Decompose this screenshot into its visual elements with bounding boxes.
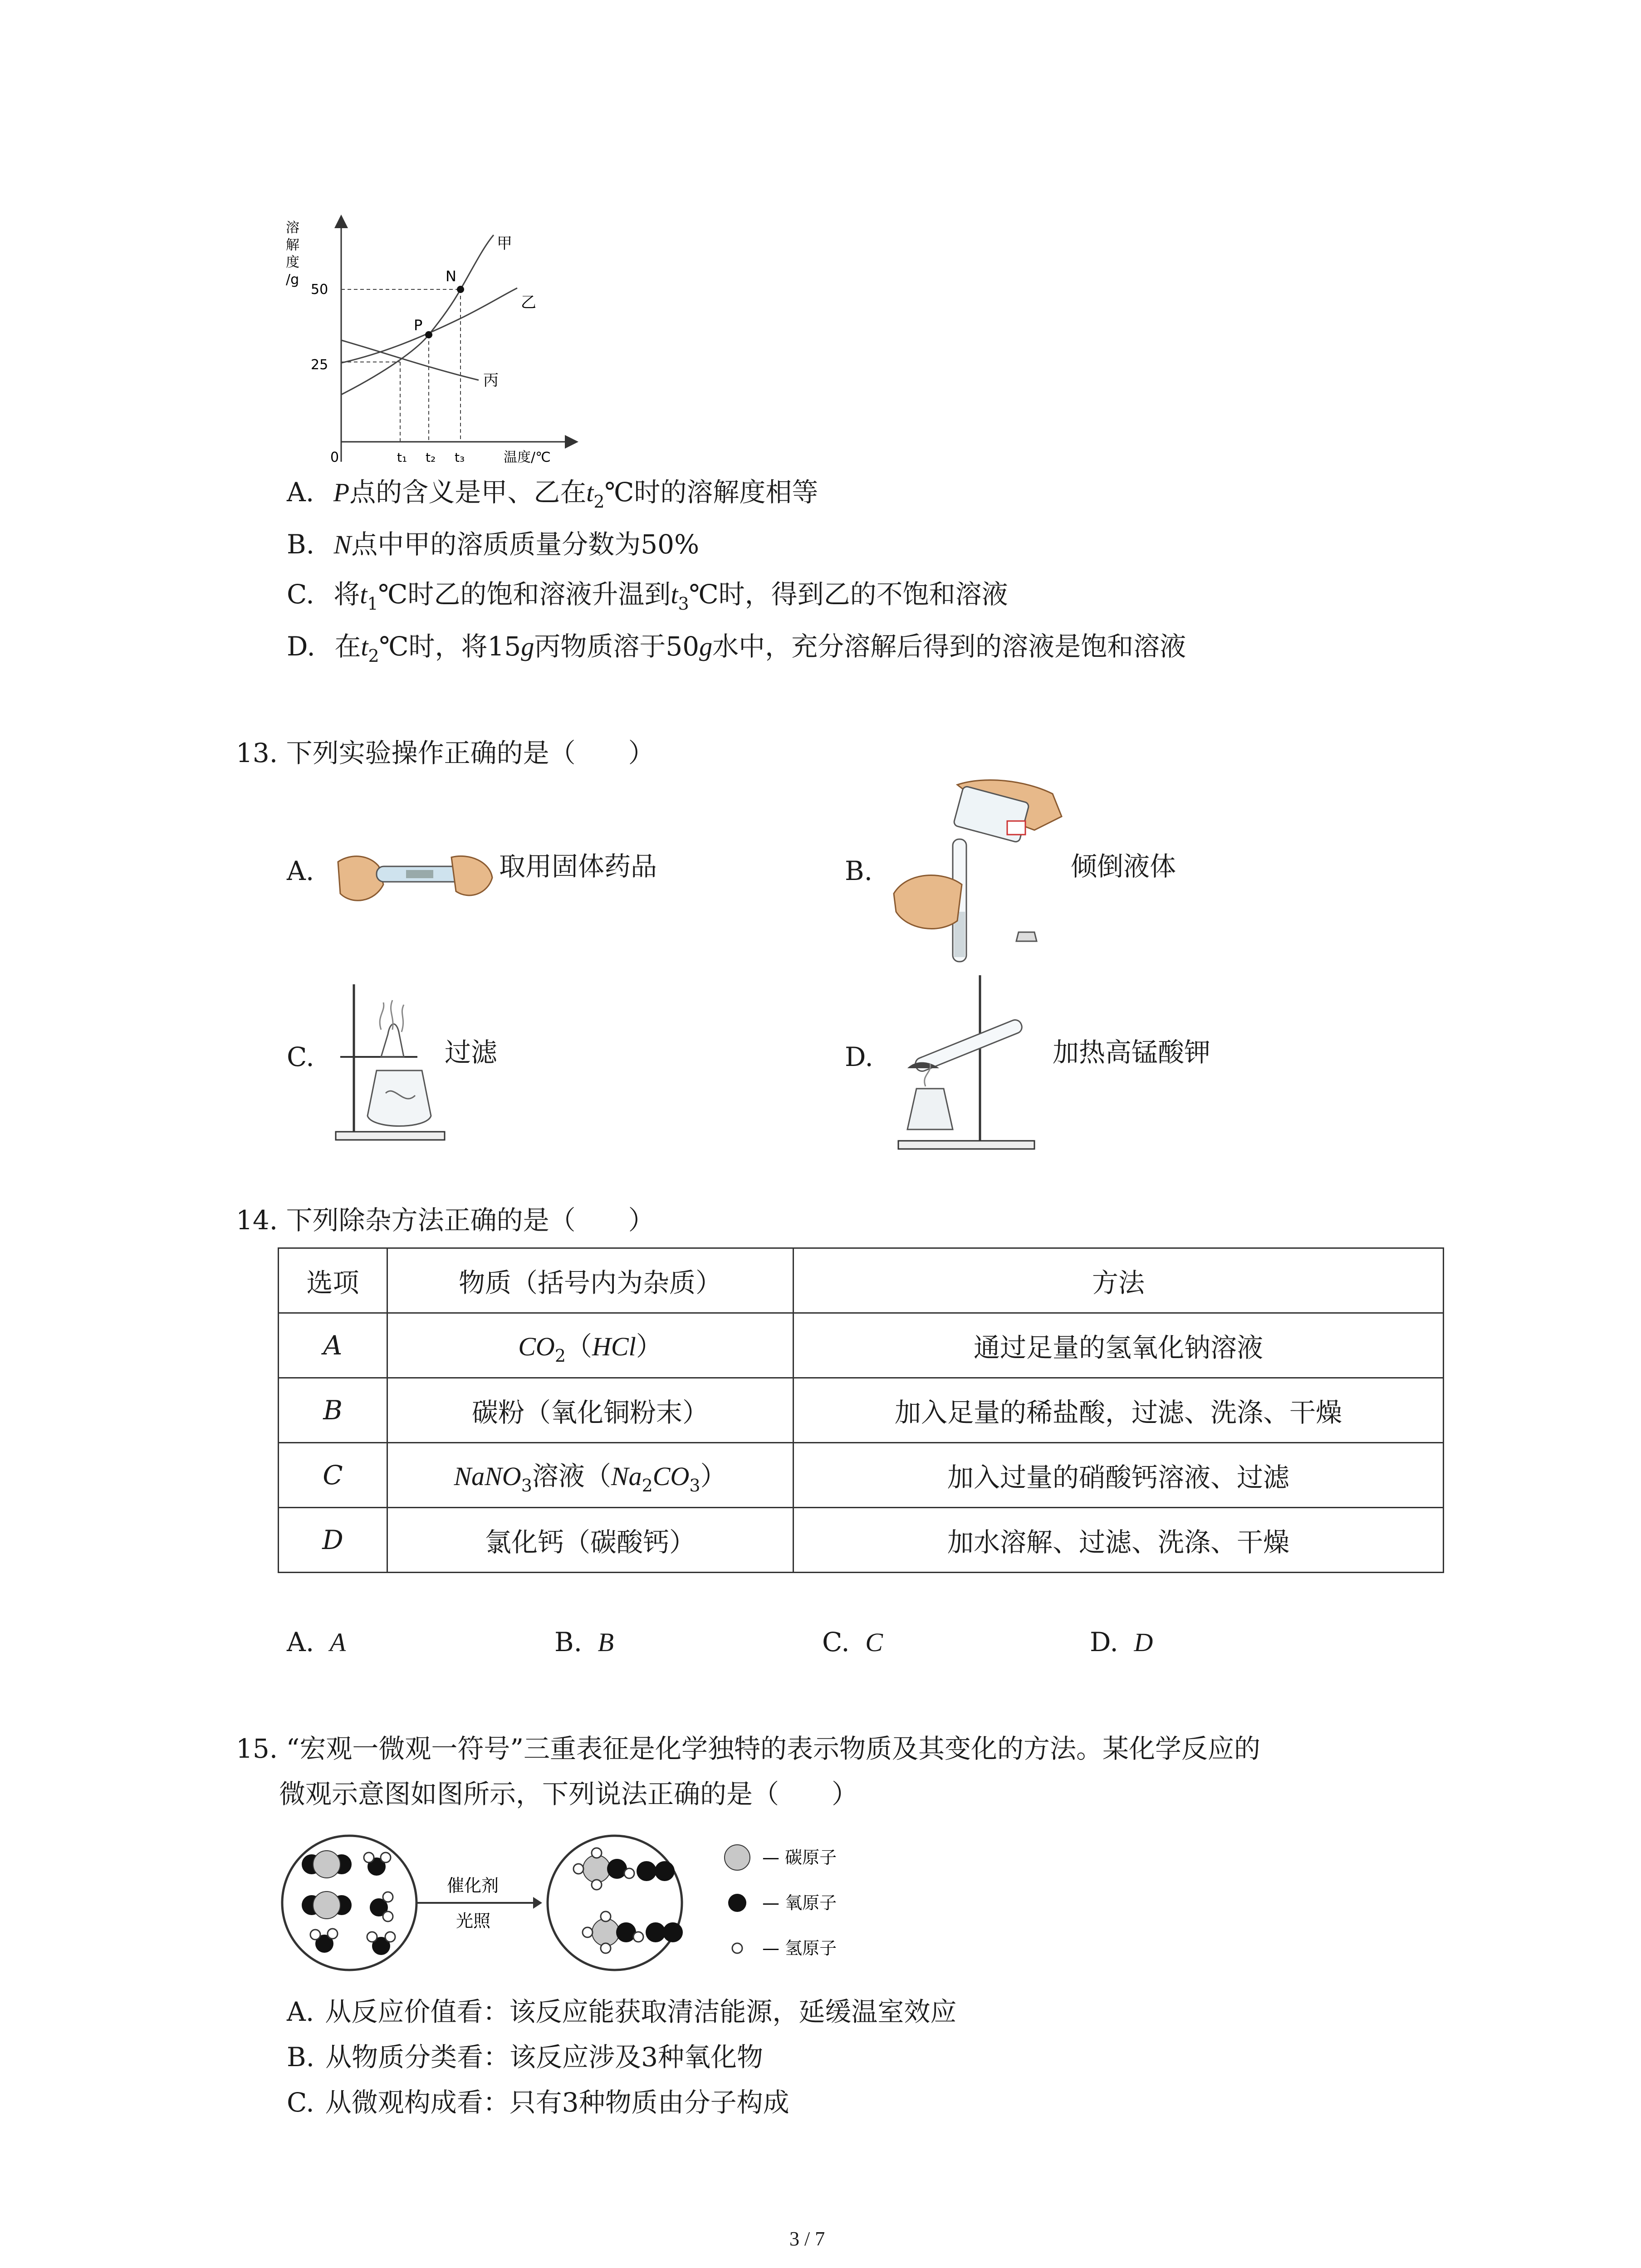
q13-option-a-caption: 取用固体药品 [499,851,657,882]
h2o-molecule [367,1932,395,1955]
row-method: 加水溶解、过滤、洗涤、干燥 [794,1508,1444,1573]
header-substance: 物质（括号内为杂质） [387,1248,794,1313]
row-option: B [279,1378,387,1443]
q13-option-b-caption: 倾倒液体 [1071,851,1176,882]
q14-stem: 14. 下列除杂方法正确的是（ ） [236,1205,655,1236]
light-label: 光照 [456,1911,491,1931]
q14-table [278,1247,1444,1573]
q12-option-c: C. 将$t_1℃$时乙的饱和溶液升温到$t_3℃$时，得到乙的不饱和溶液 [287,579,1008,614]
y-tick-50: 50 [311,282,328,298]
row-substance: $CO_2(HCl)$ [387,1313,794,1378]
o2-molecule [646,1922,683,1942]
o2-molecule [637,1861,675,1881]
row-method: 加入过量的硝酸钙溶液、过滤 [794,1443,1444,1508]
q13-option-d-caption: 加热高锰酸钾 [1053,1037,1211,1068]
q14-choice-c: C. C [822,1627,883,1657]
product-molecule [583,1911,643,1953]
legend-hydrogen-label: — 氢原子 [762,1938,837,1958]
table-row [279,1378,1444,1443]
product-molecule [573,1848,634,1890]
q14-choice-a: A. A [287,1627,346,1657]
q15-stem-line2: 微观示意图如图所示，下列说法正确的是（ ） [279,1779,858,1809]
x-tick-t1: t₁ [397,450,407,465]
table-header-row [279,1248,1444,1313]
h2o-molecule [364,1853,391,1876]
row-substance: NaNO$_3$溶液$(Na_2CO_3)$ [387,1443,794,1508]
table-row [279,1443,1444,1508]
legend-carbon-label: — 碳原子 [762,1848,837,1867]
y-axis-label-1: 溶 [286,220,299,236]
q15-option-b: B. 从物质分类看：该反应涉及3种氧化物 [287,2042,763,2072]
row-substance: 碳粉（氧化铜粉末） [387,1378,794,1443]
q13-image-a [333,835,497,912]
co2-molecule [302,1851,352,1878]
origin-label: 0 [330,450,339,465]
catalyst-label: 催化剂 [447,1876,499,1896]
table-row [279,1313,1444,1378]
curve-jia [341,235,494,395]
point-p [425,331,432,338]
q15-option-c: C. 从微观构成看：只有3种物质由分子构成 [287,2087,789,2118]
row-option: A [279,1313,387,1378]
table-row [279,1508,1444,1573]
curve-label-jia: 甲 [497,235,512,253]
q13-option-d-letter: D. [845,1041,873,1072]
row-substance: 氯化钙（碳酸钙） [387,1508,794,1573]
product-circle [548,1836,682,1970]
row-method: 加入足量的稀盐酸，过滤、洗涤、干燥 [794,1378,1444,1443]
x-tick-t2: t₂ [426,450,436,465]
row-option: D [279,1508,387,1573]
legend-oxygen-label: — 氧原子 [762,1893,837,1913]
h2o-molecule [370,1892,393,1921]
q14-choice-d: D. D [1090,1627,1153,1657]
curve-label-bing: 丙 [483,371,499,390]
q13-option-c-letter: C. [287,1041,314,1072]
row-method: 通过足量的氢氧化钠溶液 [794,1313,1444,1378]
header-option: 选项 [279,1248,387,1313]
legend-oxygen-atom [728,1894,746,1912]
y-axis-label-2: 解 [286,237,299,253]
point-n-label: N [446,268,456,285]
co2-molecule [302,1892,352,1919]
q13-image-c [327,980,449,1143]
y-axis-label-3: 度 [286,254,299,270]
point-p-label: P [414,317,423,334]
header-method: 方法 [794,1248,1444,1313]
h2o-molecule [310,1929,338,1953]
point-n [457,286,464,293]
y-tick-25: 25 [311,357,328,373]
q15-stem-line1: 15. “宏观一微观一符号”三重表征是化学独特的表示物质及其变化的方法。某化学反应的 [236,1733,1260,1764]
q14-choice-b: B. B [554,1627,614,1657]
row-option: C [279,1443,387,1508]
curve-yi [341,288,517,363]
curve-label-yi: 乙 [521,293,536,312]
solubility-chart [272,213,590,467]
q15-option-a: A. 从反应价值看：该反应能获取清洁能源，延缓温室效应 [287,1996,957,2027]
q13-image-d [889,971,1048,1152]
q13-option-b-letter: B. [845,855,873,886]
y-axis-label-4: /g [286,272,299,288]
page-number: 3 / 7 [789,2228,825,2250]
q12-option-b: B. N点中甲的溶质质量分数为50% [287,529,700,560]
q13-option-a-letter: A. [287,855,314,886]
q13-stem: 13. 下列实验操作正确的是（ ） [236,738,655,768]
q13-image-b [889,776,1084,971]
legend-carbon-atom [725,1845,750,1870]
q12-option-d: D. 在$t_2℃$时，将15g丙物质溶于50g水中，充分溶解后得到的溶液是饱和溶液 [287,631,1186,666]
x-tick-t3: t₃ [455,450,465,465]
curve-bing [341,340,479,380]
q12-option-a: A. P点的含义是甲、乙在$t_2℃$时的溶解度相等 [287,477,818,512]
x-axis-label: 温度/℃ [504,450,551,465]
q15-reaction-diagram [279,1828,923,1978]
legend-hydrogen-atom [732,1943,742,1953]
q13-option-c-caption: 过滤 [445,1037,498,1068]
